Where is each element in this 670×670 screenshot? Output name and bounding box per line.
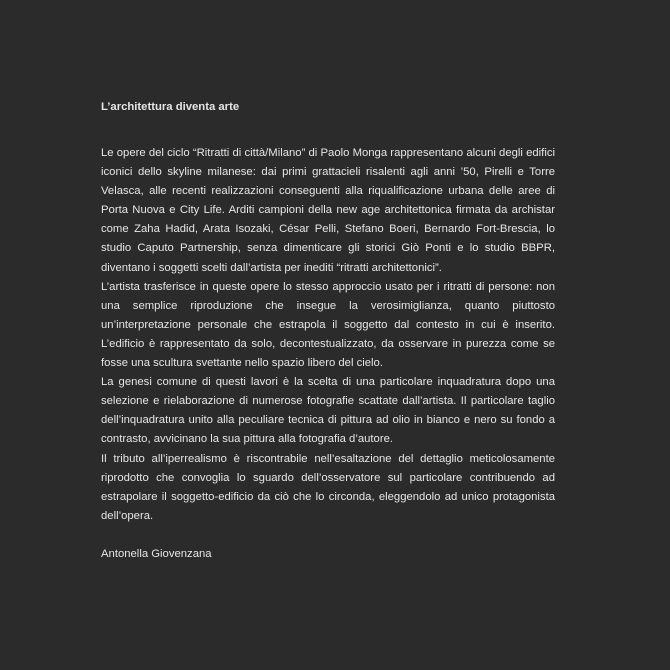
paragraph: La genesi comune di questi lavori è la scelta di una particolare inquadratura dopo una selezione e rielaborazione di numerose fotografie scattate dall’artista. Il particolare taglio dell’inquadratura unito alla peculiare tecnica di pittura ad olio in bianco e nero su fondo a contrasto, avvicinano la sua pittura alla fotografia d’autore. [101,376,555,446]
paragraph: Il tributo all’iperrealismo è riscontrabile nell’esaltazione del dettaglio meticolosamente riprodotto che convoglia lo sguardo dell’osservatore sul particolare contribuendo ad estrapolare il soggetto-edificio da ciò che lo circonda, eleggendolo ad unico protagonista dell’opera. [101,452,555,522]
text-block [101,100,555,564]
paragraph: L’artista trasferisce in queste opere lo stesso approccio usato per i ritratti di persone: non una semplice riproduzione che insegue la verosimiglianza, quanto piuttosto un’interpretazione personale che estrapola il soggetto dal contesto in cui è inserito. L’edificio è rappresentato da solo, decontestualizzato, da osservare in purezza come se fosse una scultura svettante nello spazio libero del cielo. [101,280,555,370]
body-text [101,144,555,526]
author-name: Antonella Giovenzana [101,547,212,560]
document-title: L’architettura diventa arte [101,101,240,113]
paragraph: Le opere del ciclo “Ritratti di città/Milano” di Paolo Monga rappresentano alcuni degli edifici iconici dello skyline milanese: dai primi grattacieli risalenti agli anni ’50, Pirelli e Torre Velasca, alle recenti realizzazioni conseguenti alla riqualificazione urbana delle aree di Porta Nuova e City Life. Arditi campioni della new age architettonica firmata da archistar come Zaha Hadid, Arata Isozaki, César Pelli, Stefano Boeri, Bernardo Fort-Brescia, lo studio Caputo Partnership, senza dimenticare gli storici Giò Ponti e lo studio BBPR, diventano i soggetti scelti dall’artista per inediti “ritratti architettonici”. [101,147,555,274]
